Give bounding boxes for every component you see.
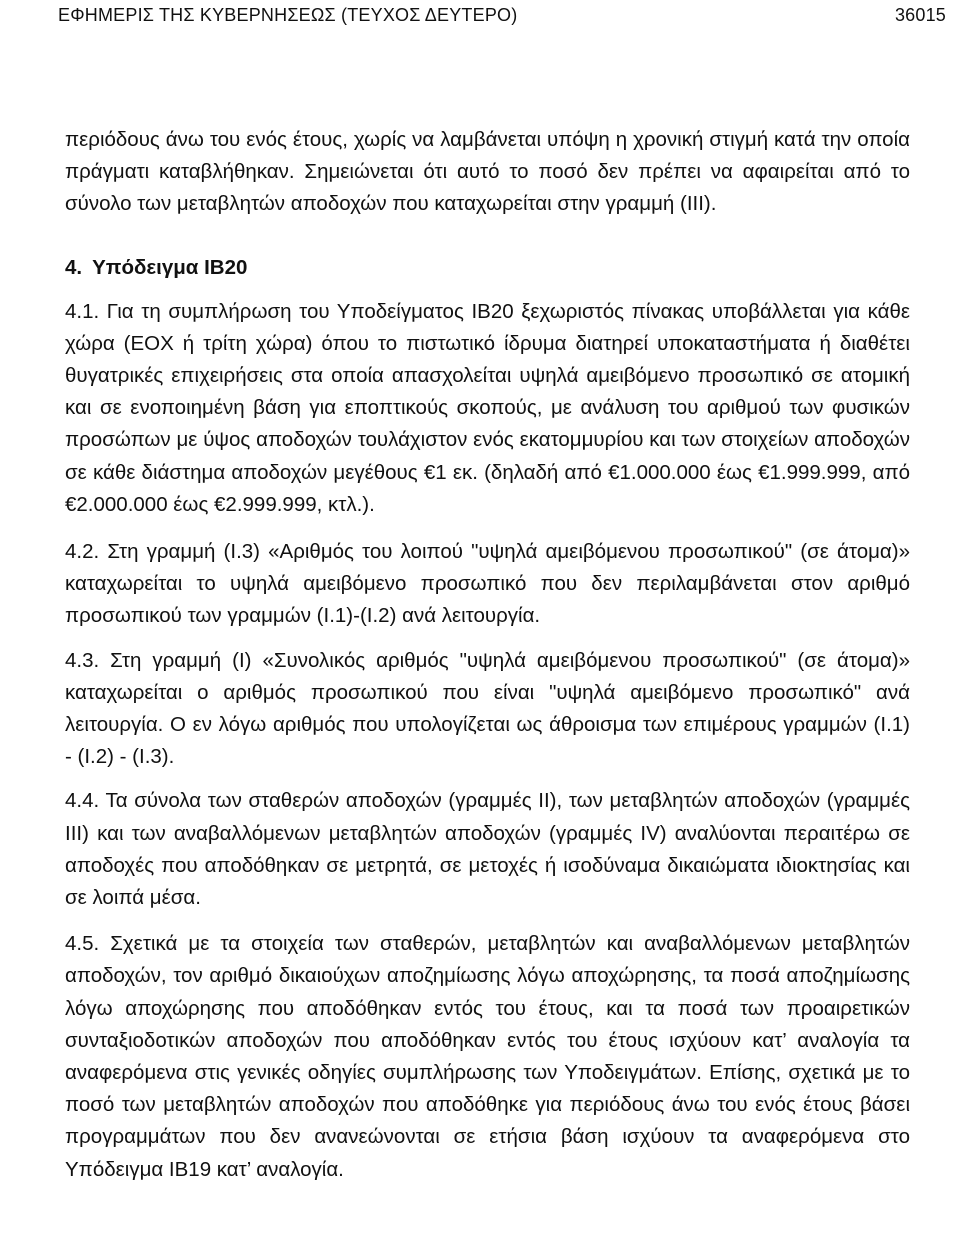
intro-paragraph: περιόδους άνω του ενός έτους, χωρίς να λαμβάνεται υπόψη η χρονική στιγμή κατά την οποία πράγματι καταβλήθηκαν. Σημειώνεται ότι αυτό το ποσό δεν πρέπει να αφαιρείται από το σύνολο των μεταβλητών αποδοχών που καταχωρείται στην γραμμή (ΙΙΙ). (65, 128, 910, 216)
page-number: 36015 (894, 4, 946, 25)
section-number: 4. (65, 255, 83, 279)
paragraph-4-1: 4.1. Για τη συμπλήρωση του Υποδείγματος ΙΒ20 ξεχωριστός πίνακας υποβάλλεται για κάθε χώρα (ΕΟΧ ή τρίτη χώρα) όπου το πιστωτικό ίδρυμα διατηρεί υποκαταστήματα ή διαθέτει θυγατρικές επιχειρήσεις στα οποία απασχολείται υψηλά αμειβόμενο προσωπικό σε ατομική και σε ενοποιημένη βάση για εποπτικούς σκοπούς, με ανάλυση του αριθμού των φυσικών προσώπων με ύψος αποδοχών τουλάχιστον ενός εκατομμυρίου και των στοιχείων αποδοχών σε κάθε διάστημα αποδοχών μεγέθους €1 εκ. (δηλαδή από €1.000.000 έως €1.999.999, από €2.000.000 έως €2.999.999, κτλ.). (65, 299, 910, 516)
paragraph-4-2: 4.2. Στη γραμμή (Ι.3) «Αριθμός του λοιπού "υψηλά αμειβόμενου προσωπικού" (σε άτομα)» καταχωρείται το υψηλά αμειβόμενο προσωπικό που δεν περιλαμβάνεται στον αριθμό προσωπικού των γραμμών (Ι.1)-(Ι.2) ανά λειτουργία. (65, 540, 910, 628)
section-heading (65, 254, 910, 282)
page-header (58, 2, 946, 28)
paragraph-4-5: 4.5. Σχετικά με τα στοιχεία των σταθερών, μεταβλητών και αναβαλλόμενων μεταβλητών αποδοχών, τον αριθμό δικαιούχων αποζημίωσης λόγω αποχώρησης, τα ποσά αποζημίωσης λόγω αποχώρησης που αποδόθηκαν εντός του έτους, και τα ποσά των προαιρετικών συνταξιοδοτικών αποδοχών που αποδόθηκαν εντός του έτους ισχύουν κατ’ αναλογία τα αναφερόμενα στις γενικές οδηγίες συμπλήρωσης των Υποδειγμάτων. Επίσης, σχετικά με το ποσό των μεταβλητών αποδοχών που αποδόθηκε για περιόδους άνω του ενός έτους βάσει προγραμμάτων που δεν ανανεώνονται σε ετήσια βάση ισχύουν τα αναφερόμενα στο Υπόδειγμα ΙΒ19 κατ’ αναλογία. (65, 932, 910, 1181)
paragraph-4-3: 4.3. Στη γραμμή (Ι) «Συνολικός αριθμός "υψηλά αμειβόμενου προσωπικού" (σε άτομα)» καταχωρείται ο αριθμός προσωπικού που είναι "υψηλά αμειβόμενο προσωπικό" ανά λειτουργία. Ο εν λόγω αριθμός που υπολογίζεται ως άθροισμα των επιμέρους γραμμών (Ι.1) - (Ι.2) - (Ι.3). (65, 648, 910, 769)
section-title: Υπόδειγμα ΙΒ20 (92, 255, 248, 279)
paragraph-4-4: 4.4. Τα σύνολα των σταθερών αποδοχών (γραμμές ΙΙ), των μεταβλητών αποδοχών (γραμμές ΙΙΙ) και των αναβαλλόμενων μεταβλητών αποδοχών (γραμμές ΙV) αναλύονται περαιτέρω σε αποδοχές που αποδόθηκαν σε μετρητά, σε μετοχές ή ισοδύναμα δικαιώματα ιδιοκτησίας και σε λοιπά μέσα. (65, 789, 910, 910)
page-body (65, 124, 910, 1186)
gazette-title: ΕΦΗΜΕΡΙΣ ΤΗΣ ΚΥΒΕΡΝΗΣΕΩΣ (ΤΕΥΧΟΣ ΔΕΥΤΕΡΟ) (58, 4, 518, 25)
